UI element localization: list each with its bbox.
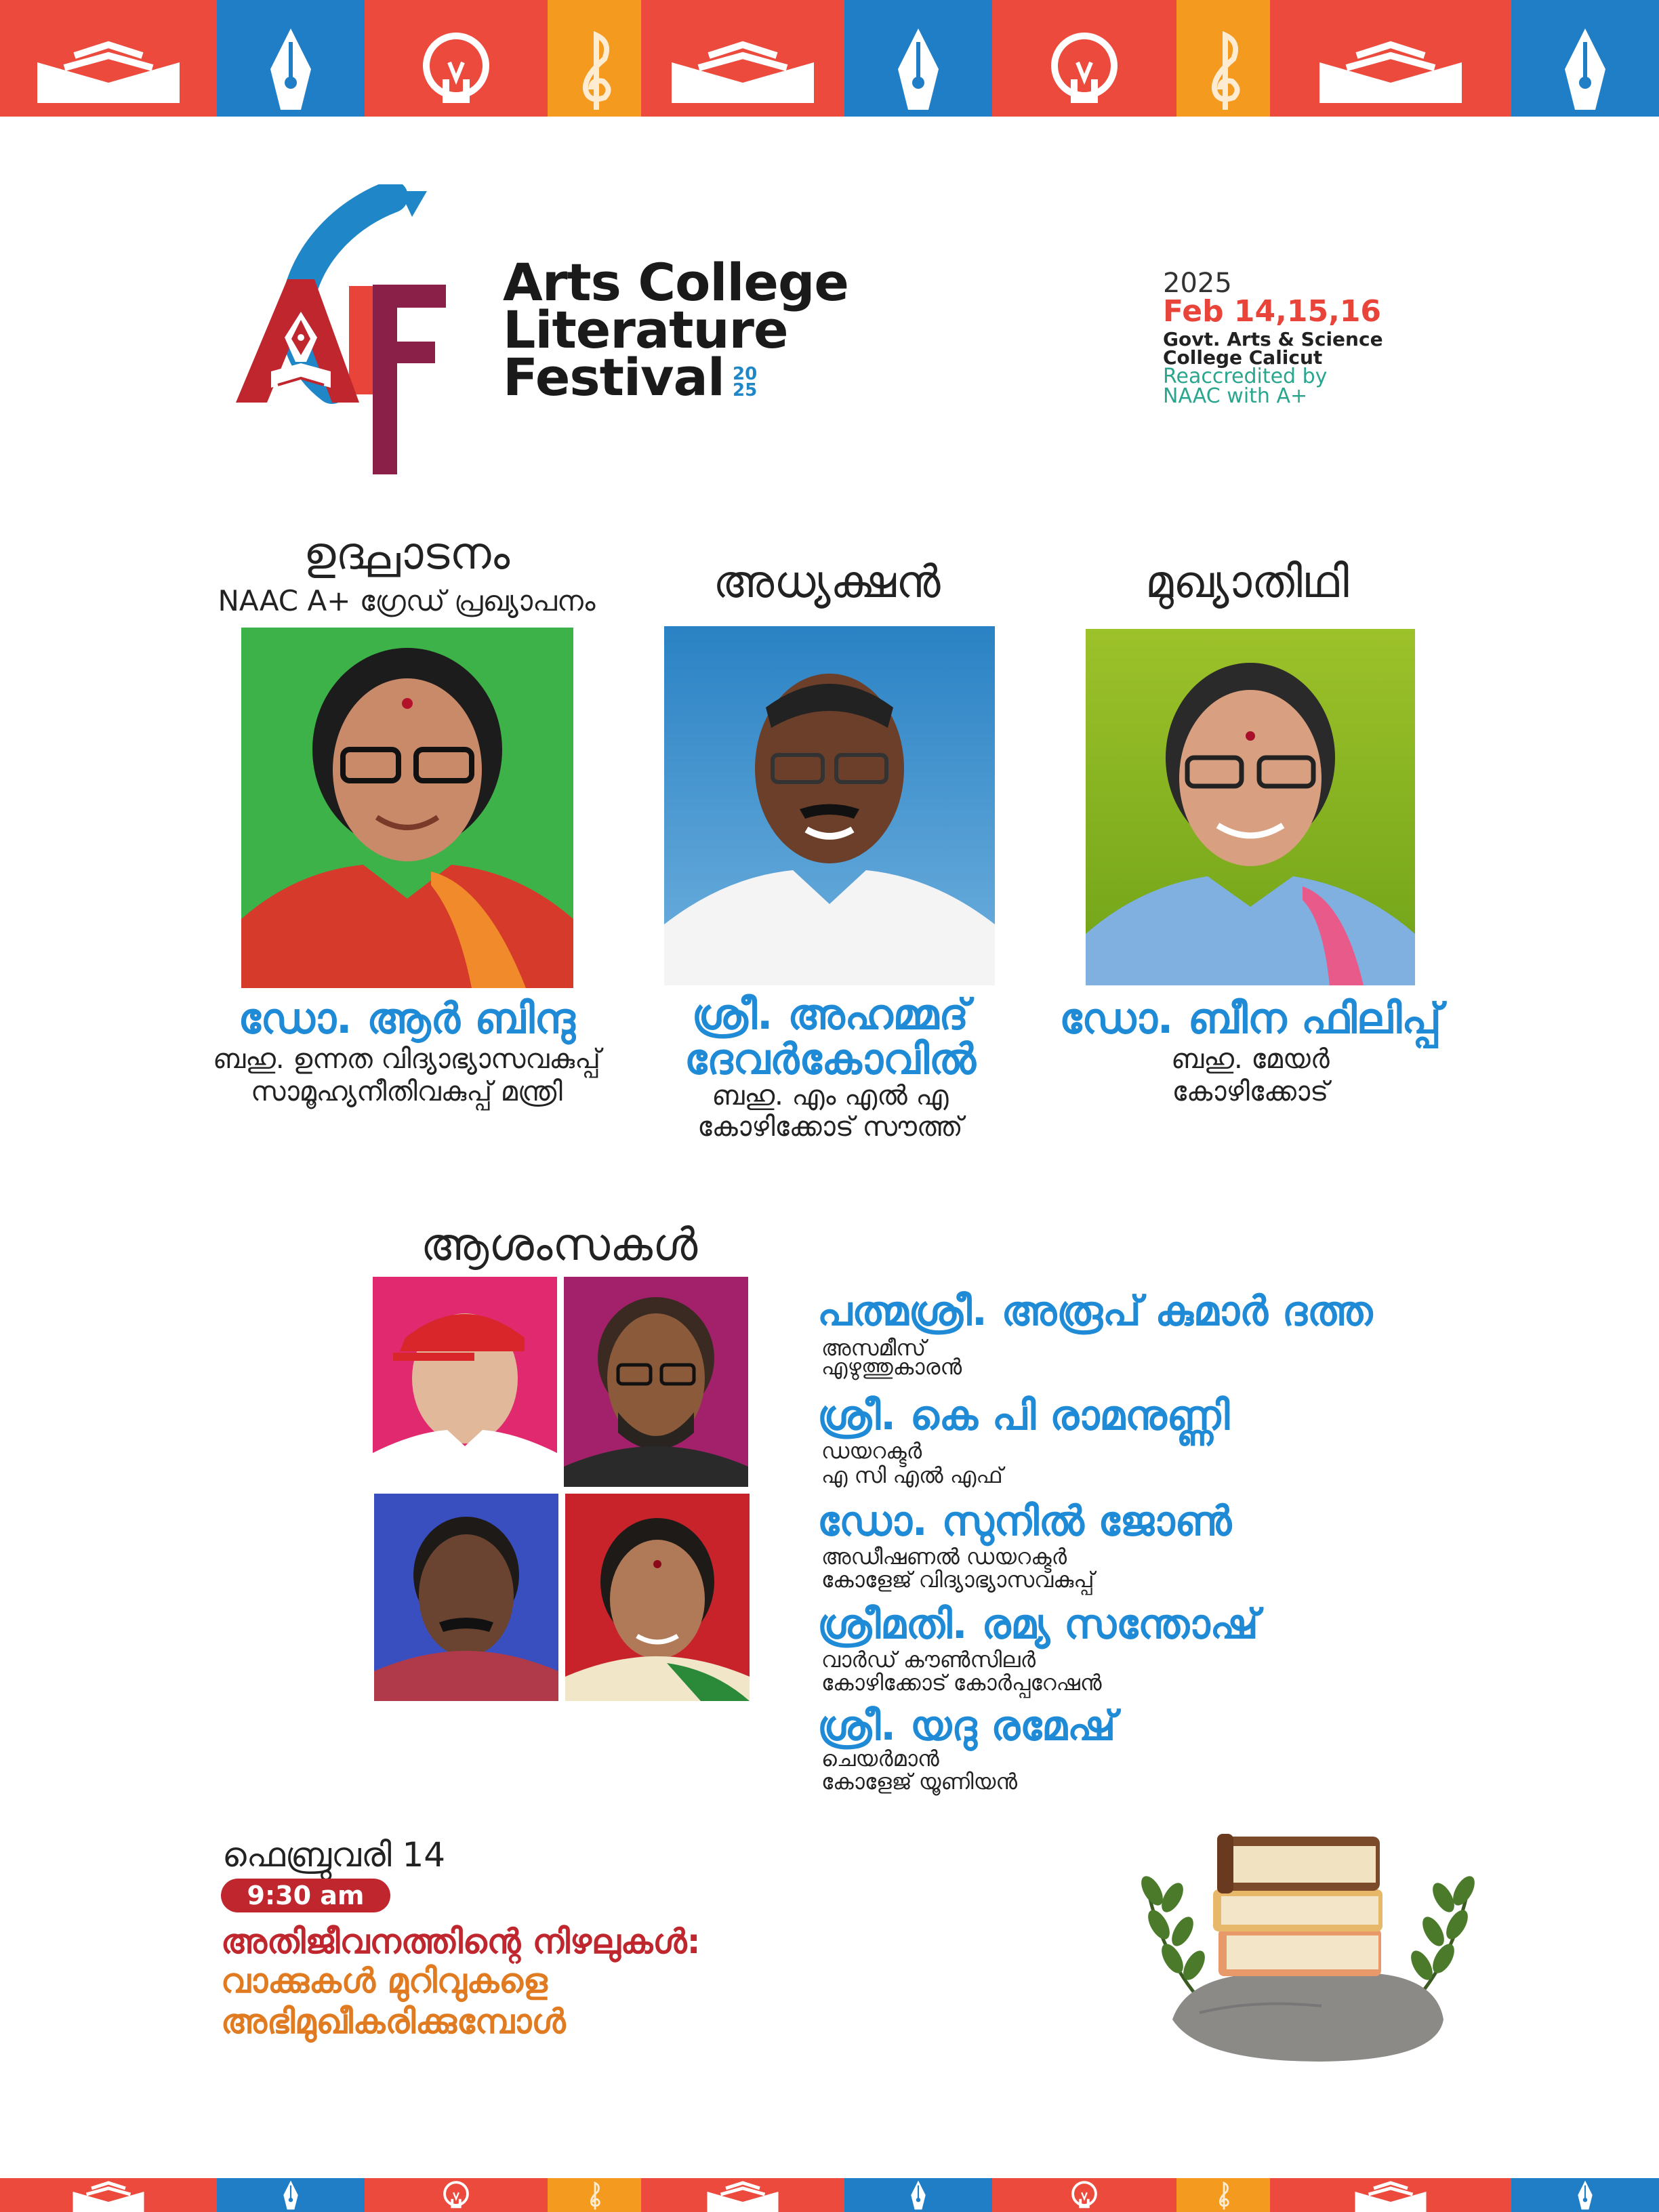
guest-name-ahammad-line1: ശ്രീ. അഹമ്മദ്: [691, 989, 969, 1039]
banner-tile: [641, 2178, 844, 2212]
college-name: [1163, 330, 1383, 367]
bulb-icon: [1047, 2178, 1122, 2212]
banner-tile: [217, 2178, 365, 2212]
book-icon: [672, 22, 814, 117]
guest-name-bindu: ഡോ. ആർ ബിന്ദു: [238, 994, 575, 1043]
session-topic-line2: വാക്കുകൾ മുറിവുകളെ: [221, 1961, 548, 2001]
session-topic-line1: അതിജീവനത്തിന്റെ നിഴലുകൾ:: [221, 1922, 701, 1961]
accreditation-line1: Reaccredited by: [1163, 365, 1328, 388]
pen-nib-icon: [1555, 2178, 1616, 2212]
banner-tile: [548, 2178, 641, 2212]
college-name-line1: Govt. Arts & Science: [1163, 328, 1383, 350]
wish-role-sunil-line1: അഡീഷണൽ ഡയറക്ടർ: [821, 1544, 1067, 1570]
guest-role-beena-line1: ബഹു. മേയർ: [1171, 1044, 1330, 1075]
music-clef-icon: [571, 22, 618, 117]
inauguration-heading: ഉദ്ഘാടനം: [303, 527, 510, 579]
wish-photo-sunil: [374, 1494, 558, 1701]
pen-nib-icon: [1555, 22, 1616, 117]
book-icon: [37, 22, 180, 117]
banner-tile: [0, 2178, 217, 2212]
wish-role-ramya-line1: വാർഡ് കൗൺസിലർ: [821, 1647, 1036, 1673]
wish-role-arup-line2: എഴുത്തുകാരൻ: [821, 1354, 962, 1380]
music-clef-icon: [1200, 2178, 1247, 2212]
pen-nib-icon: [260, 22, 321, 117]
banner-tile: [1270, 2178, 1511, 2212]
wish-photo-arup: [373, 1277, 557, 1487]
book-icon: [1319, 22, 1462, 117]
festival-logo: [230, 184, 474, 477]
wish-role-ramya-line2: കോഴിക്കോട് കോർപ്പറേഷൻ: [821, 1670, 1102, 1696]
festival-year: [733, 364, 758, 401]
banner-tile: [1511, 2178, 1659, 2212]
session-date: ഫെബ്രുവരി 14: [222, 1835, 446, 1875]
guest-role-bindu-line1: ബഹു. ഉന്നത വിദ്യാഭ്യാസവകുപ്പ്: [213, 1044, 600, 1075]
banner-tile: [365, 2178, 548, 2212]
college-name-line2: College Calicut: [1163, 346, 1323, 369]
session-topic-lines: [221, 1961, 566, 2042]
wish-photo-ramanunni: [564, 1277, 748, 1487]
bulb-icon: [1047, 22, 1122, 117]
wish-name-ramanunni: ശ്രീ. കെ പി രാമനുണ്ണി: [817, 1392, 1230, 1439]
guest-photo-beena: [1086, 629, 1415, 985]
banner-tile: [365, 0, 548, 117]
guest-role-beena-line2: കോഴിക്കോട്: [1172, 1076, 1329, 1107]
banner-tile: [992, 0, 1176, 117]
banner-tile: [844, 0, 992, 117]
guest-name-beena: ഡോ. ബീന ഫിലിപ്പ്: [1059, 994, 1441, 1043]
event-dates: Feb 14,15,16: [1163, 294, 1382, 329]
festival-year-top: 20: [733, 364, 758, 384]
book-stack-illustration: [1118, 1796, 1498, 2067]
wish-role-ramanunni-line1: ഡയറക്ടർ: [821, 1438, 922, 1464]
banner-tile: [1511, 0, 1659, 117]
book-icon: [672, 2178, 814, 2212]
bulb-icon: [419, 22, 493, 117]
banner-tile: [548, 0, 641, 117]
wish-photo-ramya: [565, 1494, 750, 1701]
wishes-heading: ആശംസകൾ: [420, 1218, 698, 1271]
festival-year-bottom: 25: [733, 380, 758, 401]
banner-tile: [844, 2178, 992, 2212]
wish-role-yadu-line1: ചെയർമാൻ: [821, 1746, 939, 1771]
wish-role-arup-line1: അസമീസ്: [821, 1335, 926, 1361]
bottom-banner: [0, 2178, 1659, 2212]
wish-role-sunil-line2: കോളേജ് വിദ്യാഭ്യാസവകുപ്പ്: [821, 1567, 1094, 1593]
session-time: 9:30 am: [221, 1879, 390, 1912]
wish-name-ramya: ശ്രീമതി. രമ്യ സന്തോഷ്: [817, 1601, 1258, 1648]
banner-tile: [1270, 0, 1511, 117]
banner-tile: [217, 0, 365, 117]
book-icon: [37, 2178, 180, 2212]
guest-role-ahammad-line2: കോഴിക്കോട് സൗത്ത്: [697, 1111, 963, 1143]
guest-role-bindu-line2: സാമൂഹ്യനീതിവകുപ്പ് മന്ത്രി: [251, 1076, 562, 1107]
wish-name-yadu: ശ്രീ. യദു രമേഷ്: [817, 1702, 1116, 1750]
wish-name-sunil: ഡോ. സുനിൽ ജോൺ: [817, 1498, 1232, 1545]
banner-tile: [1176, 0, 1270, 117]
festival-title-line2: Literature: [503, 300, 788, 360]
top-banner: [0, 0, 1659, 117]
guest-role-ahammad-line1: ബഹു. എം എൽ എ: [712, 1080, 949, 1111]
guest-name-ahammad-line2: ദേവർകോവിൽ: [684, 1034, 976, 1084]
wish-name-arup: പത്മശ്രീ. അരൂപ് കുമാർ ദത്ത: [817, 1288, 1373, 1335]
banner-tile: [641, 0, 844, 117]
banner-tile: [1176, 2178, 1270, 2212]
presidency-heading: അധ്യക്ഷൻ: [713, 556, 941, 608]
bulb-icon: [419, 2178, 493, 2212]
wish-role-yadu-line2: കോളേജ് യൂണിയൻ: [821, 1769, 1018, 1795]
chief-guest-heading: മുഖ്യാതിഥി: [1145, 556, 1349, 608]
pen-nib-icon: [888, 2178, 949, 2212]
book-icon: [1319, 2178, 1462, 2212]
festival-title: [503, 252, 848, 407]
accreditation: [1163, 367, 1327, 406]
session-topic-line3: അഭിമുഖീകരിക്കുമ്പോൾ: [221, 2002, 566, 2041]
music-clef-icon: [571, 2178, 618, 2212]
guest-photo-ahammad: [664, 626, 995, 985]
banner-tile: [0, 0, 217, 117]
pen-nib-icon: [888, 22, 949, 117]
banner-tile: [992, 2178, 1176, 2212]
festival-title-line3: Festival: [503, 347, 724, 407]
wish-role-ramanunni-line2: എ സി എൽ എഫ്: [821, 1462, 1003, 1488]
pen-nib-icon: [260, 2178, 321, 2212]
guest-photo-bindu: [241, 628, 573, 988]
accreditation-line2: NAAC with A+: [1163, 384, 1308, 408]
inauguration-subheading: NAAC A+ ഗ്രേഡ് പ്രഖ്യാപനം: [218, 584, 596, 617]
music-clef-icon: [1200, 22, 1247, 117]
event-year: 2025: [1163, 268, 1232, 299]
festival-title-line1: Arts College: [503, 252, 848, 312]
